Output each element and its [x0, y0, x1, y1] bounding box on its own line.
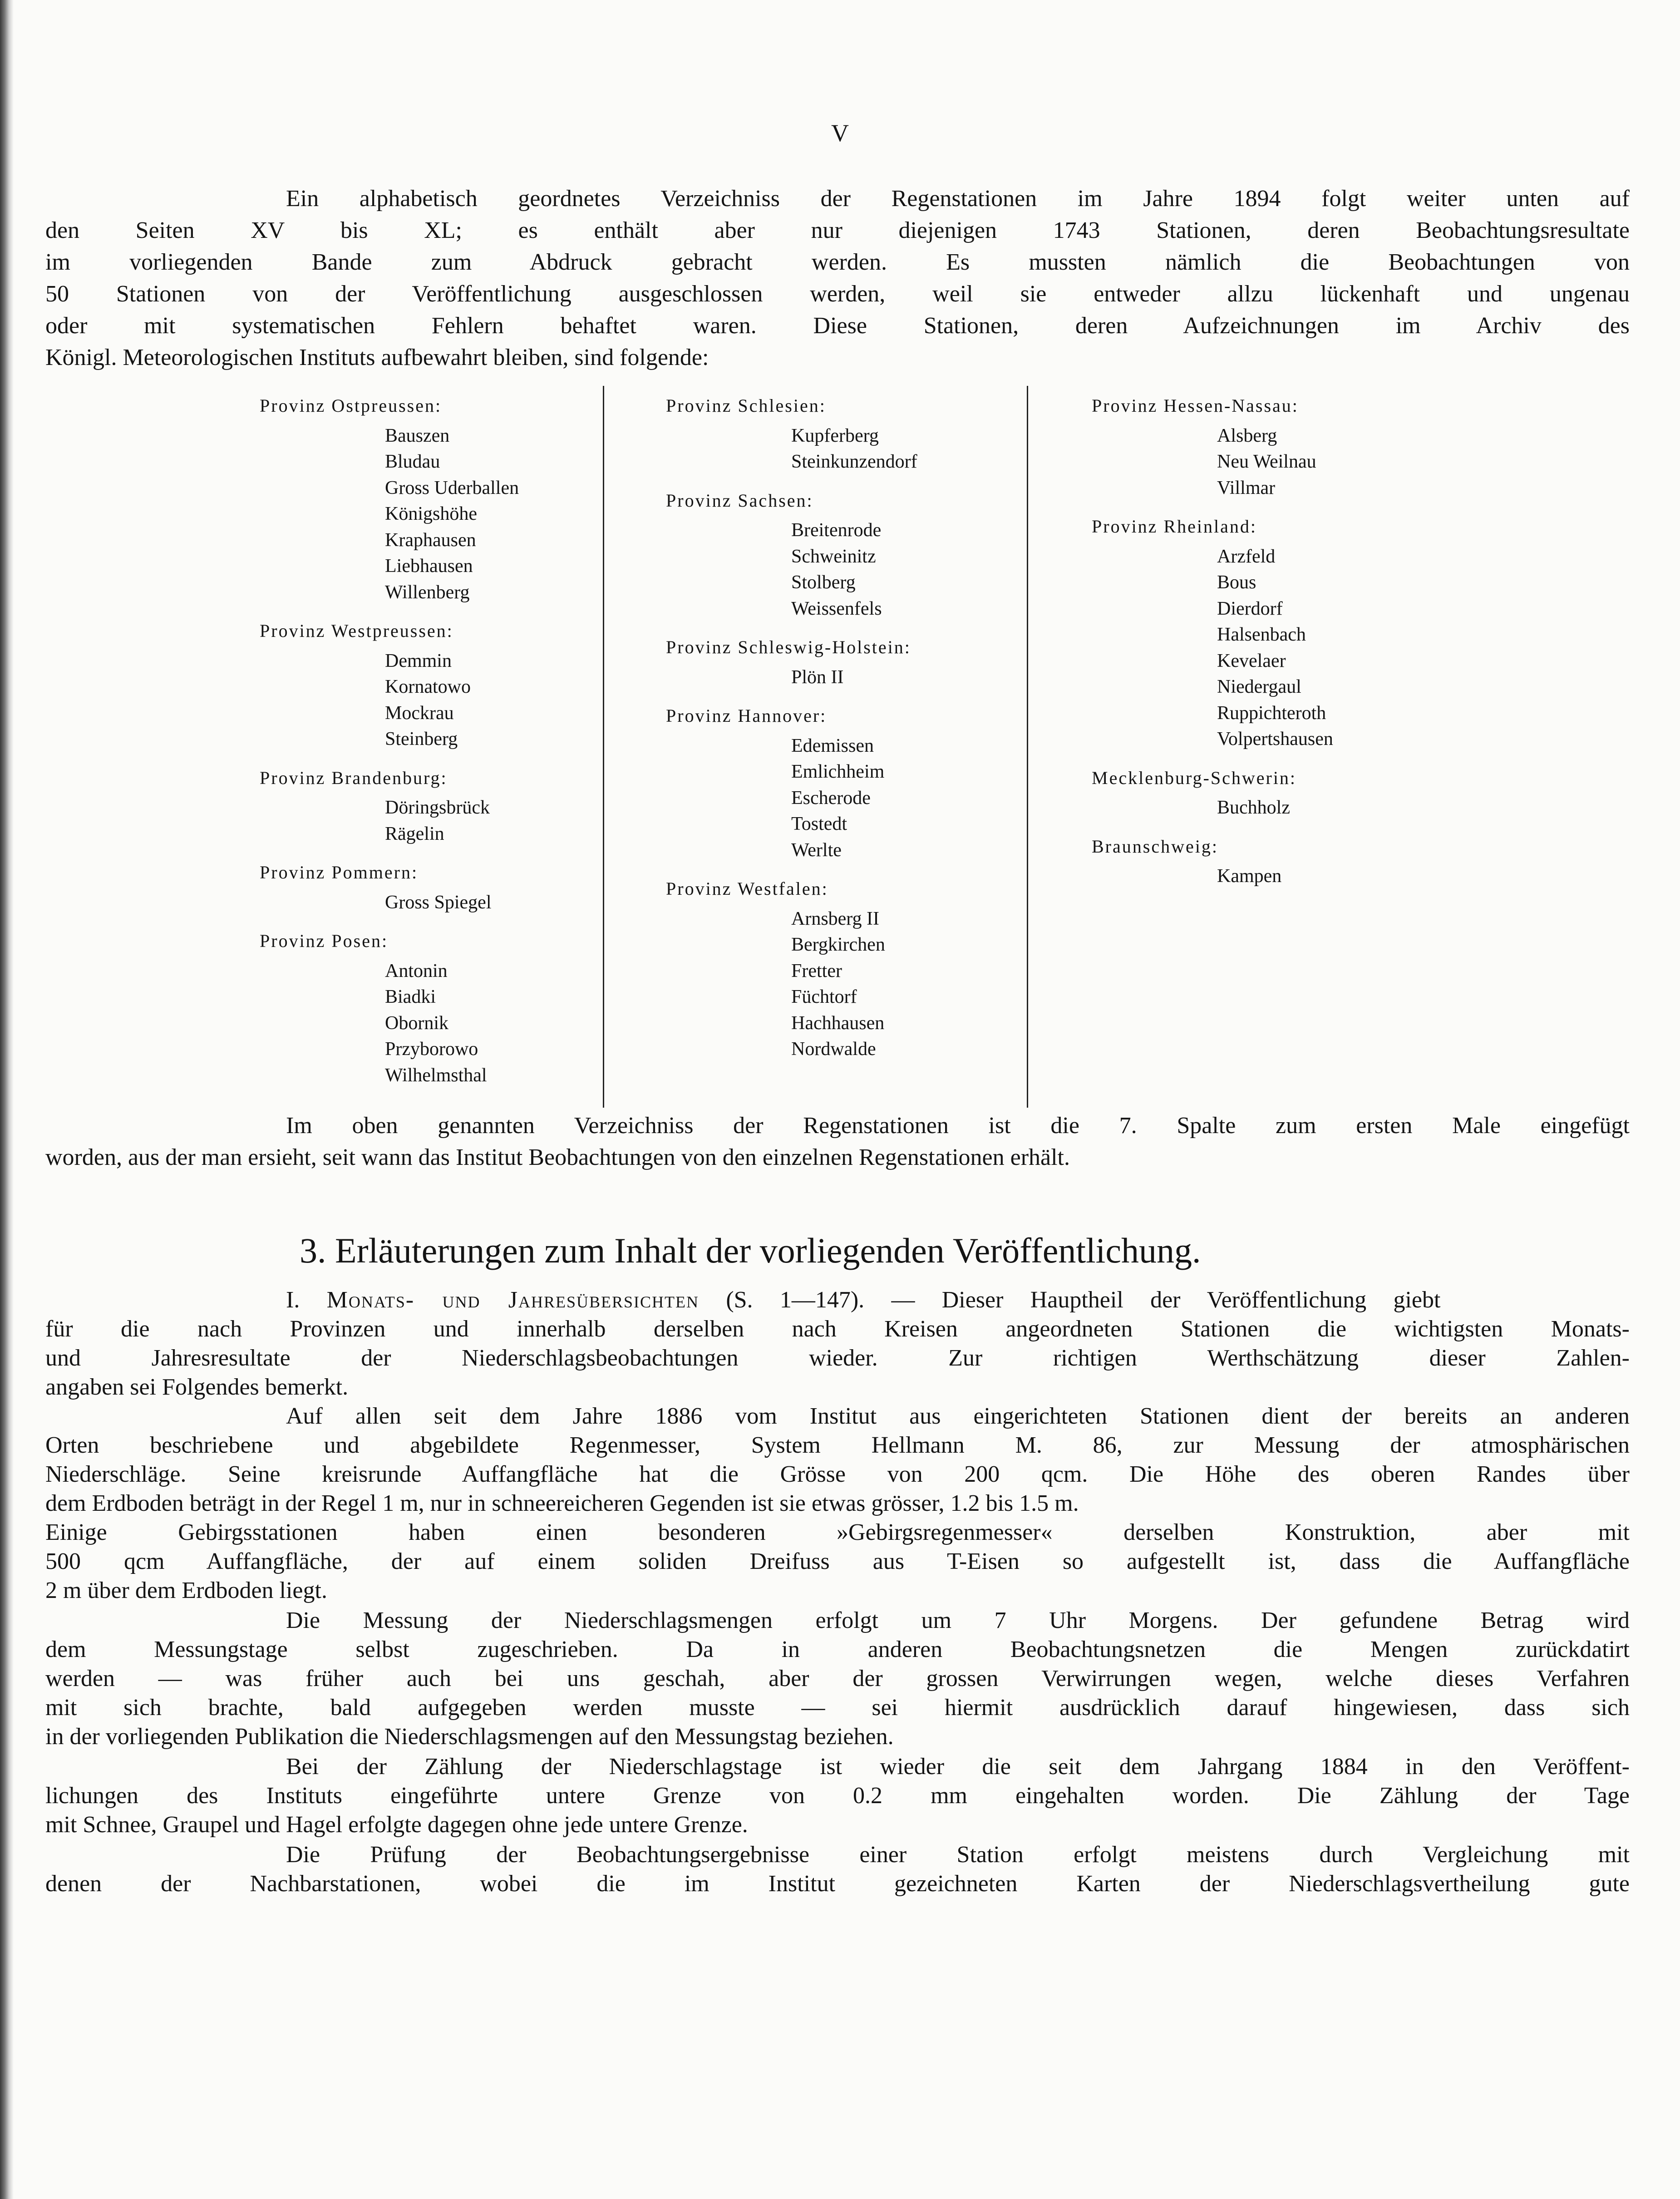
section-lead-caps: Monats- und Jahresübersichten [326, 1287, 700, 1313]
province-heading: Provinz Sachsen: [666, 490, 813, 511]
station-name: Escherode [791, 787, 871, 809]
station-name: Gross Uderballen [385, 477, 519, 498]
text-line: mit sich brachte, bald aufgegeben werden musste — sei hiermit ausdrücklich darauf hingewiesen, dass sich [45, 1695, 1630, 1721]
province-heading: Mecklenburg-Schwerin: [1092, 767, 1297, 788]
station-name: Rägelin [385, 823, 444, 844]
text-line: 500 qcm Auffangfläche, der auf einem soliden Dreifuss aus T-Eisen so aufgestellt ist, dass die Auffangfläche [45, 1548, 1630, 1574]
station-name: Niedergaul [1217, 676, 1301, 697]
station-name: Nordwalde [791, 1039, 876, 1060]
text-line: Auf allen seit dem Jahre 1886 vom Institut aus eingerichteten Stationen dient der bereits an anderen [286, 1403, 1630, 1429]
province-heading: Provinz Westpreussen: [260, 621, 453, 641]
station-name: Kornatowo [385, 676, 471, 697]
text-line: 50 Stationen von der Veröffentlichung ausgeschlossen werden, weil sie entweder allzu lückenhaft und ungenau [45, 281, 1630, 307]
text-line: für die nach Provinzen und innerhalb derselben nach Kreisen angeordneten Stationen die wichtigsten Monats- [45, 1316, 1630, 1342]
province-heading: Provinz Hessen-Nassau: [1092, 395, 1299, 416]
text-line: oder mit systematischen Fehlern behaftet waren. Diese Stationen, deren Aufzeichnungen im Archiv des [45, 313, 1630, 339]
province-heading: Provinz Schleswig-Holstein: [666, 637, 911, 657]
text-line: Königl. Meteorologischen Instituts aufbewahrt bleiben, sind folgende: [45, 345, 709, 370]
station-name: Neu Weilnau [1217, 451, 1316, 472]
text-line: lichungen des Instituts eingeführte untere Grenze von 0.2 mm eingehalten worden. Die Zählung der Tage [45, 1783, 1630, 1809]
text-line: im vorliegenden Bande zum Abdruck gebracht werden. Es mussten nämlich die Beobachtungen von [45, 249, 1630, 275]
text-line: Im oben genannten Verzeichniss der Regenstationen ist die 7. Spalte zum ersten Male eingefügt [286, 1113, 1630, 1139]
station-name: Breitenrode [791, 520, 882, 541]
text-line: Die Prüfung der Beobachtungsergebnisse einer Station erfolgt meistens durch Vergleichung mit [286, 1842, 1630, 1868]
station-name: Buchholz [1217, 797, 1290, 818]
province-heading: Provinz Rheinland: [1092, 516, 1257, 537]
section-lead-line [286, 1287, 1440, 1313]
text-line: worden, aus der man ersieht, seit wann das Institut Beobachtungen von den einzelnen Regenstationen erhält. [45, 1144, 1070, 1170]
text-line: denen der Nachbarstationen, wobei die im Institut gezeichneten Karten der Niederschlagsvertheilung gute [45, 1871, 1630, 1897]
station-name: Demmin [385, 650, 452, 671]
scan-edge [0, 0, 14, 2199]
station-name: Weissenfels [791, 598, 882, 619]
text-line: Niederschläge. Seine kreisrunde Auffangfläche hat die Grösse von 200 qcm. Die Höhe des oberen Randes über [45, 1461, 1630, 1487]
province-heading: Provinz Posen: [260, 931, 389, 951]
station-name: Alsberg [1217, 425, 1277, 446]
station-name: Volpertshausen [1217, 729, 1333, 749]
text-line: dem Messungstage selbst zugeschrieben. Da in anderen Beobachtungsnetzen die Mengen zurückdatirt [45, 1637, 1630, 1662]
text-line: 2 m über dem Erdboden liegt. [45, 1578, 327, 1603]
section-lead-rest: (S. 1—147). — Dieser Hauptheil der Veröffentlichung giebt [699, 1287, 1441, 1313]
station-name: Bergkirchen [791, 934, 885, 955]
text-line: und Jahresresultate der Niederschlagsbeobachtungen wieder. Zur richtigen Werthschätzung dieser Zahlen- [45, 1345, 1630, 1371]
station-name: Werlte [791, 839, 842, 861]
province-heading: Braunschweig: [1092, 836, 1218, 857]
station-name: Liebhausen [385, 556, 473, 577]
column-divider [603, 386, 604, 1108]
text-line: Einige Gebirgsstationen haben einen besonderen »Gebirgsregenmesser« derselben Konstruktion, aber mit [45, 1519, 1630, 1545]
station-name: Edemissen [791, 735, 874, 756]
section-title-text: 3. Erläuterungen zum Inhalt der vorliegenden Veröffentlichung. [300, 1231, 1201, 1270]
text-line: angaben sei Folgendes bemerkt. [45, 1374, 349, 1400]
text-line: dem Erdboden beträgt in der Regel 1 m, nur in schneereicheren Gegenden ist sie etwas grösser, 1.2 bis 1.5 m. [45, 1490, 1079, 1516]
station-name: Tostedt [791, 814, 847, 834]
station-name: Kupferberg [791, 425, 879, 446]
station-name: Obornik [385, 1012, 448, 1034]
station-name: Stolberg [791, 572, 856, 593]
text-line: werden — was früher auch bei uns geschah, aber der grossen Verwirrungen wegen, welche dieses Verfahren [45, 1666, 1630, 1691]
station-name: Villmar [1217, 477, 1276, 498]
province-heading: Provinz Westfalen: [666, 878, 828, 899]
station-name: Königshöhe [385, 503, 477, 524]
station-name: Wilhelmsthal [385, 1065, 487, 1086]
station-name: Kevelaer [1217, 650, 1286, 671]
station-name: Kampen [1217, 866, 1282, 887]
station-name: Przyborowo [385, 1039, 478, 1060]
station-name: Steinberg [385, 729, 458, 749]
station-name: Hachhausen [791, 1012, 885, 1034]
station-name: Mockrau [385, 702, 454, 724]
text-line: den Seiten XV bis XL; es enthält aber nur diejenigen 1743 Stationen, deren Beobachtungsresultate [45, 217, 1630, 243]
station-name: Arzfeld [1217, 546, 1276, 567]
station-name: Antonin [385, 960, 448, 981]
province-heading: Provinz Hannover: [666, 705, 827, 726]
text-line: mit Schnee, Graupel und Hagel erfolgte dagegen ohne jede untere Grenze. [45, 1812, 748, 1838]
station-name: Arnsberg II [791, 908, 880, 929]
station-name: Schweinitz [791, 546, 876, 567]
text-line: Orten beschriebene und abgebildete Regenmesser, System Hellmann M. 86, zur Messung der atmosphärischen [45, 1432, 1630, 1458]
station-name: Fretter [791, 960, 842, 981]
station-name: Bous [1217, 572, 1256, 593]
column-divider [1027, 386, 1028, 1108]
province-heading: Provinz Pommern: [260, 862, 419, 883]
page-number: V [831, 119, 849, 147]
section-lead-number: I. [286, 1287, 300, 1313]
station-name: Kraphausen [385, 529, 476, 551]
province-heading: Provinz Schlesien: [666, 395, 826, 416]
station-name: Döringsbrück [385, 797, 490, 818]
station-name: Dierdorf [1217, 598, 1283, 619]
text-line: Bei der Zählung der Niederschlagstage ist wieder die seit dem Jahrgang 1884 in den Veröffent- [286, 1754, 1630, 1780]
station-name: Steinkunzendorf [791, 451, 917, 472]
text-line: Die Messung der Niederschlagsmengen erfolgt um 7 Uhr Morgens. Der gefundene Betrag wird [286, 1607, 1630, 1633]
station-name: Plön II [791, 666, 844, 688]
station-name: Ruppichteroth [1217, 702, 1326, 724]
station-name: Willenberg [385, 582, 470, 603]
station-name: Biadki [385, 986, 436, 1007]
station-name: Halsenbach [1217, 624, 1306, 645]
station-name: Bludau [385, 451, 440, 472]
text-line: Ein alphabetisch geordnetes Verzeichniss der Regenstationen im Jahre 1894 folgt weiter unten auf [286, 186, 1630, 212]
station-name: Füchtorf [791, 986, 857, 1007]
station-name: Emlichheim [791, 761, 885, 782]
station-name: Gross Spiegel [385, 892, 492, 913]
text-line: in der vorliegenden Publikation die Niederschlagsmengen auf den Messungstag beziehen. [45, 1724, 894, 1750]
station-name: Bauszen [385, 425, 450, 446]
province-heading: Provinz Ostpreussen: [260, 395, 442, 416]
province-heading: Provinz Brandenburg: [260, 767, 448, 788]
